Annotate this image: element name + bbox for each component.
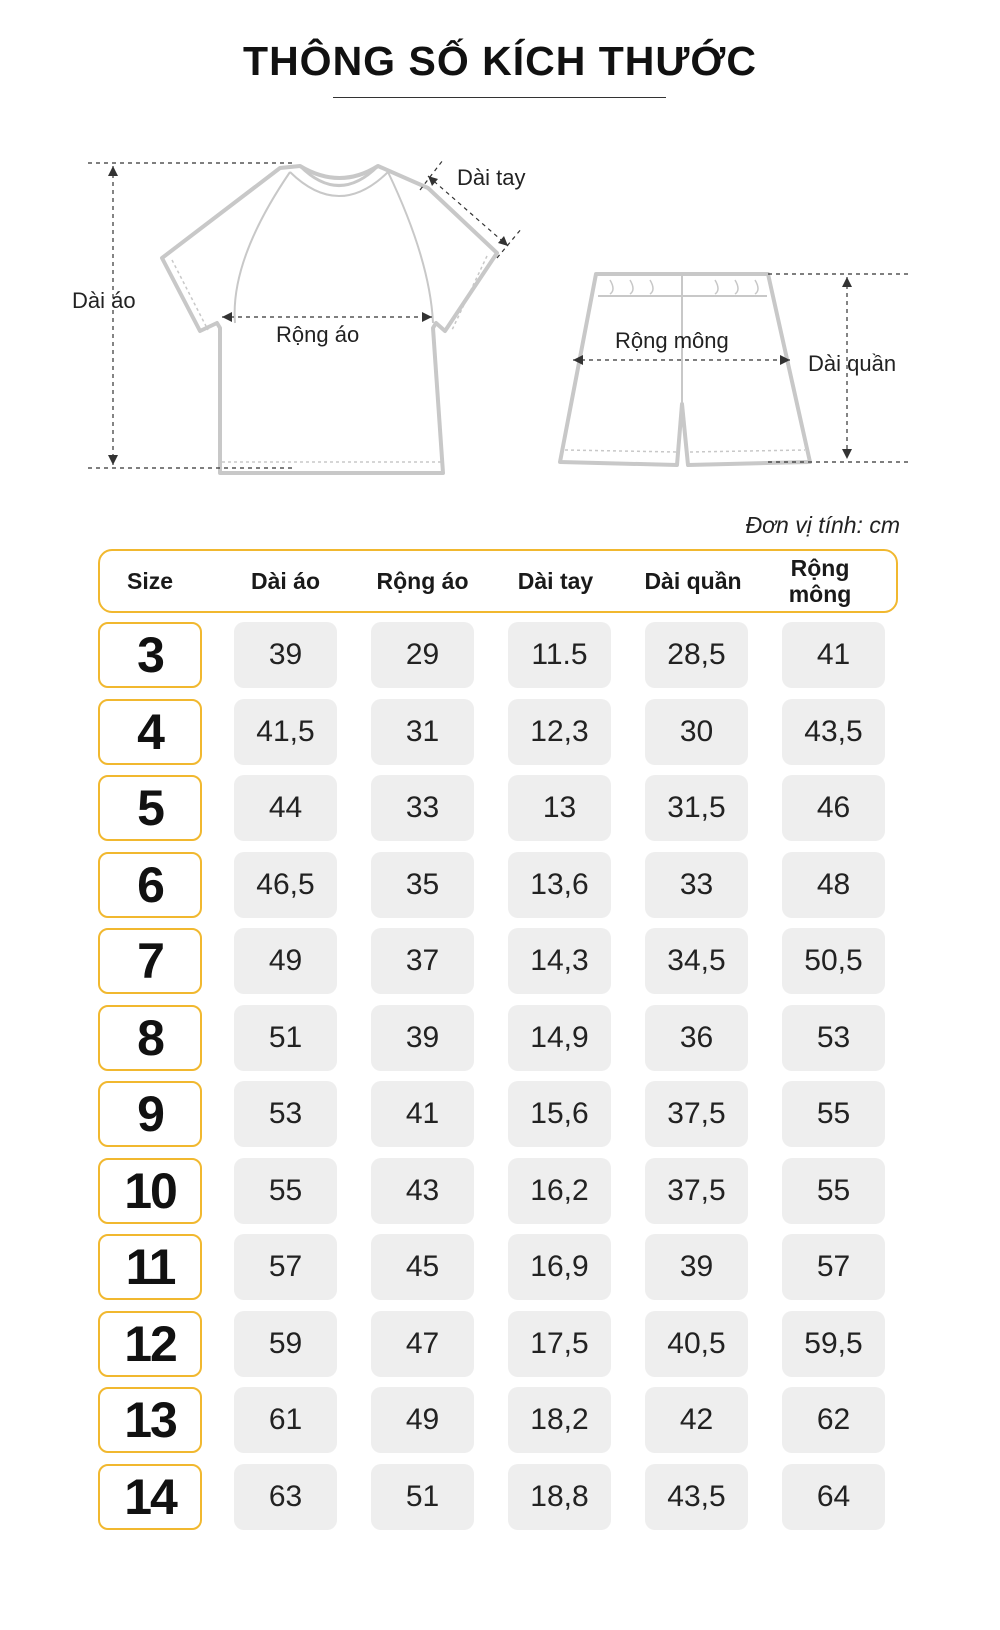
size-label: 12: [98, 1311, 202, 1377]
cell-pants-length: 33: [645, 852, 748, 918]
cell-sleeve-length: 13: [508, 775, 611, 841]
cell-hip-width: 55: [782, 1158, 885, 1224]
table-row: [98, 775, 898, 841]
table-row: [98, 1234, 898, 1300]
table-row: [98, 1311, 898, 1377]
cell-shirt-length: 39: [234, 622, 337, 688]
header-sleeve-length: Dài tay: [517, 568, 594, 594]
cell-chest-width: 33: [371, 775, 474, 841]
size-label: 8: [98, 1005, 202, 1071]
cell-chest-width: 49: [371, 1387, 474, 1453]
cell-hip-width: 57: [782, 1234, 885, 1300]
cell-sleeve-length: 15,6: [508, 1081, 611, 1147]
cell-chest-width: 45: [371, 1234, 474, 1300]
cell-sleeve-length: 16,2: [508, 1158, 611, 1224]
cell-shirt-length: 61: [234, 1387, 337, 1453]
cell-pants-length: 36: [645, 1005, 748, 1071]
page-title: THÔNG SỐ KÍCH THƯỚC: [243, 38, 757, 84]
size-label: 7: [98, 928, 202, 994]
size-label: 3: [98, 622, 202, 688]
cell-pants-length: 37,5: [645, 1081, 748, 1147]
cell-sleeve-length: 18,2: [508, 1387, 611, 1453]
cell-hip-width: 59,5: [782, 1311, 885, 1377]
table-header: [98, 549, 898, 613]
cell-chest-width: 47: [371, 1311, 474, 1377]
cell-hip-width: 46: [782, 775, 885, 841]
cell-shirt-length: 57: [234, 1234, 337, 1300]
table-row: [98, 1158, 898, 1224]
label-shirt-length: Dài áo: [72, 288, 136, 313]
size-label: 13: [98, 1387, 202, 1453]
cell-sleeve-length: 18,8: [508, 1464, 611, 1530]
title-divider: [333, 97, 666, 98]
cell-pants-length: 34,5: [645, 928, 748, 994]
cell-chest-width: 35: [371, 852, 474, 918]
table-row: [98, 622, 898, 688]
cell-chest-width: 31: [371, 699, 474, 765]
cell-sleeve-length: 14,3: [508, 928, 611, 994]
size-label: 14: [98, 1464, 202, 1530]
cell-hip-width: 62: [782, 1387, 885, 1453]
unit-note: Đơn vị tính: cm: [745, 512, 900, 538]
cell-chest-width: 39: [371, 1005, 474, 1071]
cell-sleeve-length: 14,9: [508, 1005, 611, 1071]
size-label: 11: [98, 1234, 202, 1300]
label-sleeve-length: Dài tay: [457, 165, 526, 190]
table-row: [98, 1387, 898, 1453]
header-size: Size: [126, 568, 174, 594]
cell-shirt-length: 46,5: [234, 852, 337, 918]
cell-shirt-length: 51: [234, 1005, 337, 1071]
cell-shirt-length: 41,5: [234, 699, 337, 765]
cell-shirt-length: 53: [234, 1081, 337, 1147]
size-label: 10: [98, 1158, 202, 1224]
cell-chest-width: 29: [371, 622, 474, 688]
cell-sleeve-length: 13,6: [508, 852, 611, 918]
size-label: 4: [98, 699, 202, 765]
cell-shirt-length: 44: [234, 775, 337, 841]
cell-pants-length: 43,5: [645, 1464, 748, 1530]
cell-hip-width: 50,5: [782, 928, 885, 994]
size-label: 9: [98, 1081, 202, 1147]
cell-shirt-length: 55: [234, 1158, 337, 1224]
cell-hip-width: 43,5: [782, 699, 885, 765]
header-pants-length: Dài quần: [644, 568, 742, 594]
label-chest-width: Rộng áo: [276, 322, 360, 347]
cell-pants-length: 37,5: [645, 1158, 748, 1224]
cell-sleeve-length: 12,3: [508, 699, 611, 765]
header-shirt-length: Dài áo: [250, 568, 321, 594]
cell-pants-length: 31,5: [645, 775, 748, 841]
table-row: [98, 1464, 898, 1530]
cell-chest-width: 41: [371, 1081, 474, 1147]
cell-pants-length: 28,5: [645, 622, 748, 688]
cell-chest-width: 51: [371, 1464, 474, 1530]
cell-sleeve-length: 11.5: [508, 622, 611, 688]
table-row: [98, 1081, 898, 1147]
size-label: 6: [98, 852, 202, 918]
cell-sleeve-length: 17,5: [508, 1311, 611, 1377]
cell-hip-width: 55: [782, 1081, 885, 1147]
table-row: [98, 928, 898, 994]
table-row: [98, 852, 898, 918]
label-pants-length: Dài quần: [808, 351, 897, 376]
tshirt-illustration: [162, 166, 497, 473]
cell-chest-width: 43: [371, 1158, 474, 1224]
cell-chest-width: 37: [371, 928, 474, 994]
cell-shirt-length: 63: [234, 1464, 337, 1530]
header-hip-width: Rộng mông: [788, 555, 852, 607]
cell-hip-width: 64: [782, 1464, 885, 1530]
table-row: [98, 699, 898, 765]
cell-pants-length: 42: [645, 1387, 748, 1453]
cell-shirt-length: 59: [234, 1311, 337, 1377]
cell-pants-length: 30: [645, 699, 748, 765]
shorts-illustration: [560, 274, 810, 465]
cell-hip-width: 48: [782, 852, 885, 918]
table-row: [98, 1005, 898, 1071]
label-hip-width: Rộng mông: [615, 328, 729, 353]
size-label: 5: [98, 775, 202, 841]
cell-pants-length: 40,5: [645, 1311, 748, 1377]
header-chest-width: Rộng áo: [376, 568, 469, 594]
cell-shirt-length: 49: [234, 928, 337, 994]
cell-hip-width: 53: [782, 1005, 885, 1071]
cell-pants-length: 39: [645, 1234, 748, 1300]
garment-diagram: [0, 130, 1000, 500]
cell-sleeve-length: 16,9: [508, 1234, 611, 1300]
cell-hip-width: 41: [782, 622, 885, 688]
